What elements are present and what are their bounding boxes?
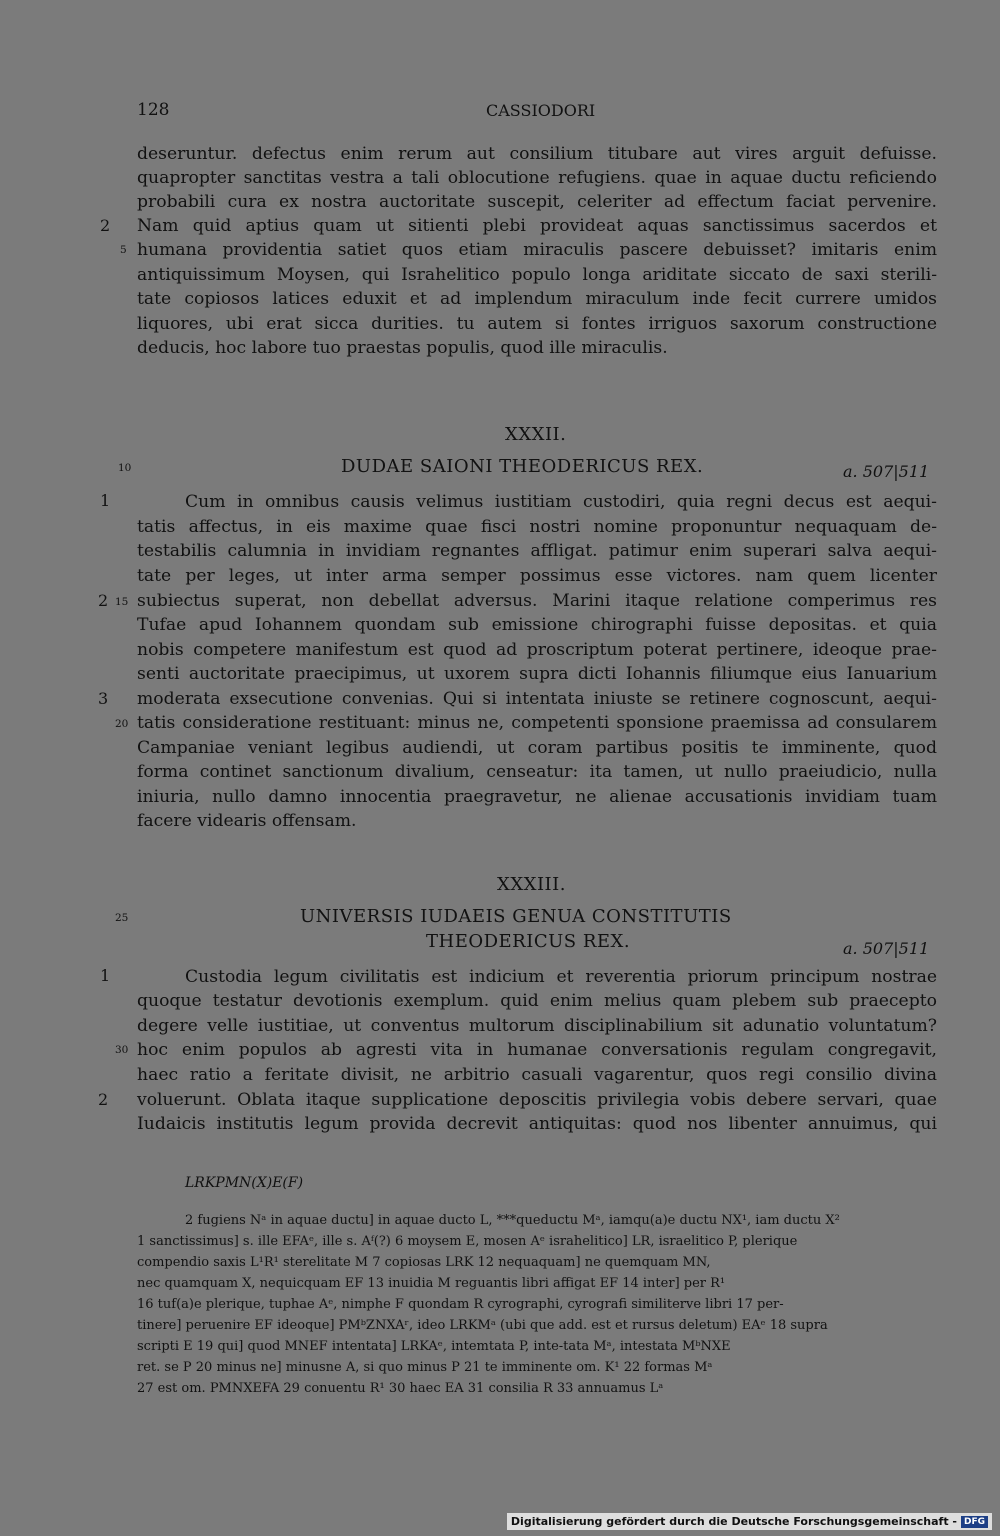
page-number: 128 bbox=[137, 100, 170, 120]
margin-section-number: 2 bbox=[98, 1090, 109, 1109]
apparatus-line: nec quamquam X, nequicquam EF 13 inuidia M reguantis libri affigat EF 14 inter] per R¹ bbox=[137, 1276, 726, 1291]
text-line: quapropter sanctitas vestra a tali oblocutione refugiens. quae in aquae ductu reficiendo bbox=[137, 168, 937, 188]
apparatus-line: scripti E 19 qui] quod MNEF intentata] LRKAᵉ, intemtata P, inte-tata Mᵃ, intestata MᵇNXE bbox=[137, 1339, 731, 1354]
text-line: tate per leges, ut inter arma semper possimus esse victores. nam quem licenter bbox=[137, 566, 937, 586]
dfg-logo: DFG bbox=[961, 1516, 988, 1528]
text-line: tate copiosos latices eduxit et ad implendum miraculum inde fecit currere umidos bbox=[137, 289, 937, 309]
margin-line-number: 10 bbox=[118, 462, 132, 474]
margin-line-number: 20 bbox=[115, 718, 129, 730]
text-line: tatis affectus, in eis maxime quae fisci nostri nomine proponuntur nequaquam de- bbox=[137, 517, 937, 537]
apparatus-line: compendio saxis L¹R¹ sterelitate M 7 copiosas LRK 12 nequaquam] ne quemquam MN, bbox=[137, 1255, 711, 1270]
text-line: Cum in omnibus causis velimus iustitiam custodiri, quia regni decus est aequi- bbox=[185, 492, 937, 512]
apparatus-line: tinere] peruenire EF ideoque] PMᵇZNXAʳ, ideo LRKMᵃ (ubi que add. est et rursus deletum) EAᵉ 18 supra bbox=[137, 1318, 828, 1333]
text-line: nobis competere manifestum est quod ad proscriptum poterat pertinere, ideoque prae- bbox=[137, 640, 937, 660]
text-line: antiquissimum Moysen, qui Israhelitico populo longa ariditate siccato de saxi sterili- bbox=[137, 265, 937, 285]
banner-text: Digitalisierung gefördert durch die Deutsche Forschungsgemeinschaft - bbox=[510, 1515, 957, 1528]
text-line: iniuria, nullo damno innocentia praegravetur, ne alienae accusationis invidiam tuam bbox=[137, 787, 937, 807]
text-line: haec ratio a feritate divisit, ne arbitrio casuali vagarentur, quos regi consilio divina bbox=[137, 1065, 937, 1085]
apparatus-sigla: LRKPMN(X)E(F) bbox=[185, 1175, 304, 1191]
text-line: Nam quid aptius quam ut sitienti plebi provideat aquas sanctissimus sacerdos et bbox=[137, 216, 937, 236]
margin-section-number: 2 bbox=[100, 216, 111, 235]
text-line: degere velle iustitiae, ut conventus multorum disciplinabilium sit adunatio voluntatum? bbox=[137, 1016, 937, 1036]
section-date: a. 507|511 bbox=[843, 462, 930, 481]
apparatus-line: 16 tuf(a)e plerique, tuphae Aᵉ, nimphe F quondam R cyrographi, cyrografi similiterve libri 17 per- bbox=[137, 1297, 784, 1312]
text-line: facere videaris offensam. bbox=[137, 811, 357, 831]
margin-section-number: 3 bbox=[98, 689, 109, 708]
margin-section-number: 1 bbox=[100, 491, 111, 510]
apparatus-line: 1 sanctissimus] s. ille EFAᵉ, ille s. Aᶠ(?) 6 moysem E, mosen Aᵉ israhelitico] LR, israelitico P, plerique bbox=[137, 1234, 798, 1249]
section-date: a. 507|511 bbox=[843, 939, 930, 958]
text-line: senti auctoritate praecipimus, ut uxorem supra dicti Iohannis filiumque eius Ianuarium bbox=[137, 664, 937, 684]
text-line: Campaniae veniant legibus audiendi, ut coram partibus positis te imminente, quod bbox=[137, 738, 937, 758]
apparatus-line: ret. se P 20 minus ne] minusne A, si quo minus P 21 te imminente om. K¹ 22 formas Mᵃ bbox=[137, 1360, 713, 1375]
text-line: voluerunt. Oblata itaque supplicatione deposcitis privilegia vobis debere servari, quae bbox=[137, 1090, 937, 1110]
text-line: deducis, hoc labore tuo praestas populis, quod ille miraculis. bbox=[137, 338, 668, 358]
digitization-banner bbox=[507, 1513, 992, 1530]
section-title: DUDAE SAIONI THEODERICUS REX. bbox=[341, 456, 704, 477]
section-numeral: XXXIII. bbox=[497, 874, 566, 895]
text-line: testabilis calumnia in invidiam regnantes affligat. patimur enim superari salva aequi- bbox=[137, 541, 937, 561]
text-line: tatis consideratione restituant: minus ne, competenti sponsione praemissa ad consularem bbox=[137, 713, 937, 733]
text-line: Custodia legum civilitatis est indicium et reverentia priorum principum nostrae bbox=[185, 967, 937, 987]
margin-line-number: 5 bbox=[120, 244, 127, 256]
text-line: probabili cura ex nostra auctoritate suscepit, celeriter ad effectum faciat pervenire. bbox=[137, 192, 937, 212]
text-line: hoc enim populos ab agresti vita in humanae conversationis regulam congregavit, bbox=[137, 1040, 937, 1060]
text-line: Iudaicis institutis legum provida decrevit antiquitas: quod nos libenter annuimus, qui bbox=[137, 1114, 937, 1134]
text-line: subiectus superat, non debellat adversus. Marini itaque relatione comperimus res bbox=[137, 591, 937, 611]
section-numeral: XXXII. bbox=[505, 424, 567, 445]
section-title: UNIVERSIS IUDAEIS GENUA CONSTITUTIS bbox=[300, 906, 732, 927]
text-line: liquores, ubi erat sicca durities. tu autem si fontes irriguos saxorum constructione bbox=[137, 314, 937, 334]
margin-section-number: 1 bbox=[100, 966, 111, 985]
text-line: quoque testatur devotionis exemplum. quid enim melius quam plebem sub praecepto bbox=[137, 991, 937, 1011]
text-line: deseruntur. defectus enim rerum aut consilium titubare aut vires arguit defuisse. bbox=[137, 144, 937, 164]
apparatus-line: 27 est om. PMNXEFA 29 conuentu R¹ 30 haec EA 31 consilia R 33 annuamus Lᵃ bbox=[137, 1381, 664, 1396]
text-line: Tufae apud Iohannem quondam sub emissione chirographi fuisse depositas. et quia bbox=[137, 615, 937, 635]
text-line: moderata exsecutione convenias. Qui si intentata iniuste se retinere cognoscunt, aequi- bbox=[137, 689, 937, 709]
margin-line-number: 30 bbox=[115, 1044, 129, 1056]
running-head: CASSIODORI bbox=[486, 101, 596, 120]
margin-line-number: 15 bbox=[115, 596, 129, 608]
section-title: THEODERICUS REX. bbox=[426, 931, 631, 952]
apparatus-line: 2 fugiens Nᵃ in aquae ductu] in aquae ducto L, ***queductu Mᵃ, iamqu(a)e ductu NX¹, iam ductu X² bbox=[185, 1213, 840, 1228]
text-line: forma continet sanctionum divalium, censeatur: ita tamen, ut nullo praeiudicio, nulla bbox=[137, 762, 937, 782]
margin-line-number: 25 bbox=[115, 912, 129, 924]
margin-section-number: 2 bbox=[98, 591, 109, 610]
text-line: humana providentia satiet quos etiam miraculis pascere debuisset? imitaris enim bbox=[137, 240, 937, 260]
